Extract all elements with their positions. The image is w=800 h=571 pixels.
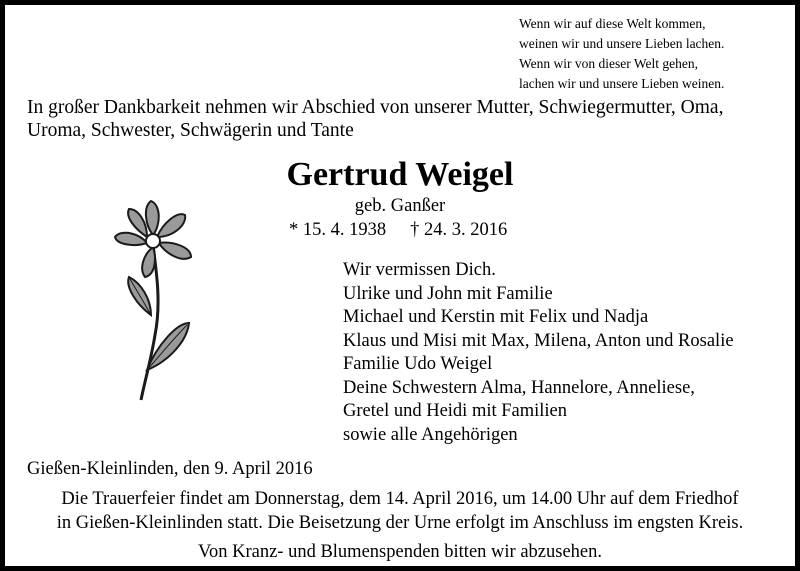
mourners-list <box>343 259 734 447</box>
mourner-line: Deine Schwestern Alma, Hannelore, Anneliese, <box>343 377 695 398</box>
mourner-line: Michael und Kerstin mit Felix und Nadja <box>343 307 649 327</box>
funeral-line: Die Trauerfeier findet am Donnerstag, dem 14. April 2016, um 14.00 Uhr auf dem Friedhof <box>61 489 739 509</box>
mourner-line: Ulrike und John mit Familie <box>343 283 553 304</box>
funeral-info <box>5 487 795 535</box>
poem-line: Wenn wir von dieser Welt gehen, <box>519 56 699 71</box>
intro-line: Uroma, Schwester, Schwägerin und Tante <box>27 120 354 141</box>
deceased-name: Gertrud Weigel <box>286 156 514 193</box>
mourner-line: Klaus und Misi mit Max, Milena, Anton und Rosalie <box>343 330 734 351</box>
funeral-line: in Gießen-Kleinlinden statt. Die Beisetzung der Urne erfolgt im Anschluss im engsten Kreis. <box>56 513 744 533</box>
death-date: † 24. 3. 2016 <box>410 220 508 240</box>
poem-line: weinen wir und unsere Lieben lachen. <box>519 36 725 51</box>
mourner-line: Familie Udo Weigel <box>343 354 493 374</box>
intro-line: In großer Dankbarkeit nehmen wir Abschied von unserer Mutter, Schwiegermutter, Oma, <box>27 97 724 118</box>
life-dates <box>289 219 507 241</box>
mourner-line: Wir vermissen Dich. <box>343 260 496 280</box>
poem <box>519 14 781 94</box>
flower-icon <box>107 195 207 405</box>
poem-line: lachen wir und unsere Lieben weinen. <box>519 76 725 91</box>
mourner-line: Gretel und Heidi mit Familien <box>343 401 568 421</box>
birth-name: geb. Ganßer <box>354 196 446 216</box>
birth-date: * 15. 4. 1938 <box>289 220 387 240</box>
donation-request: Von Kranz- und Blumenspenden bitten wir abzusehen. <box>198 542 602 562</box>
place-date: Gießen-Kleinlinden, den 9. April 2016 <box>27 459 313 479</box>
intro-text <box>27 96 787 142</box>
poem-line: Wenn wir auf diese Welt kommen, <box>519 16 706 31</box>
mourner-line: sowie alle Angehörigen <box>343 424 518 445</box>
